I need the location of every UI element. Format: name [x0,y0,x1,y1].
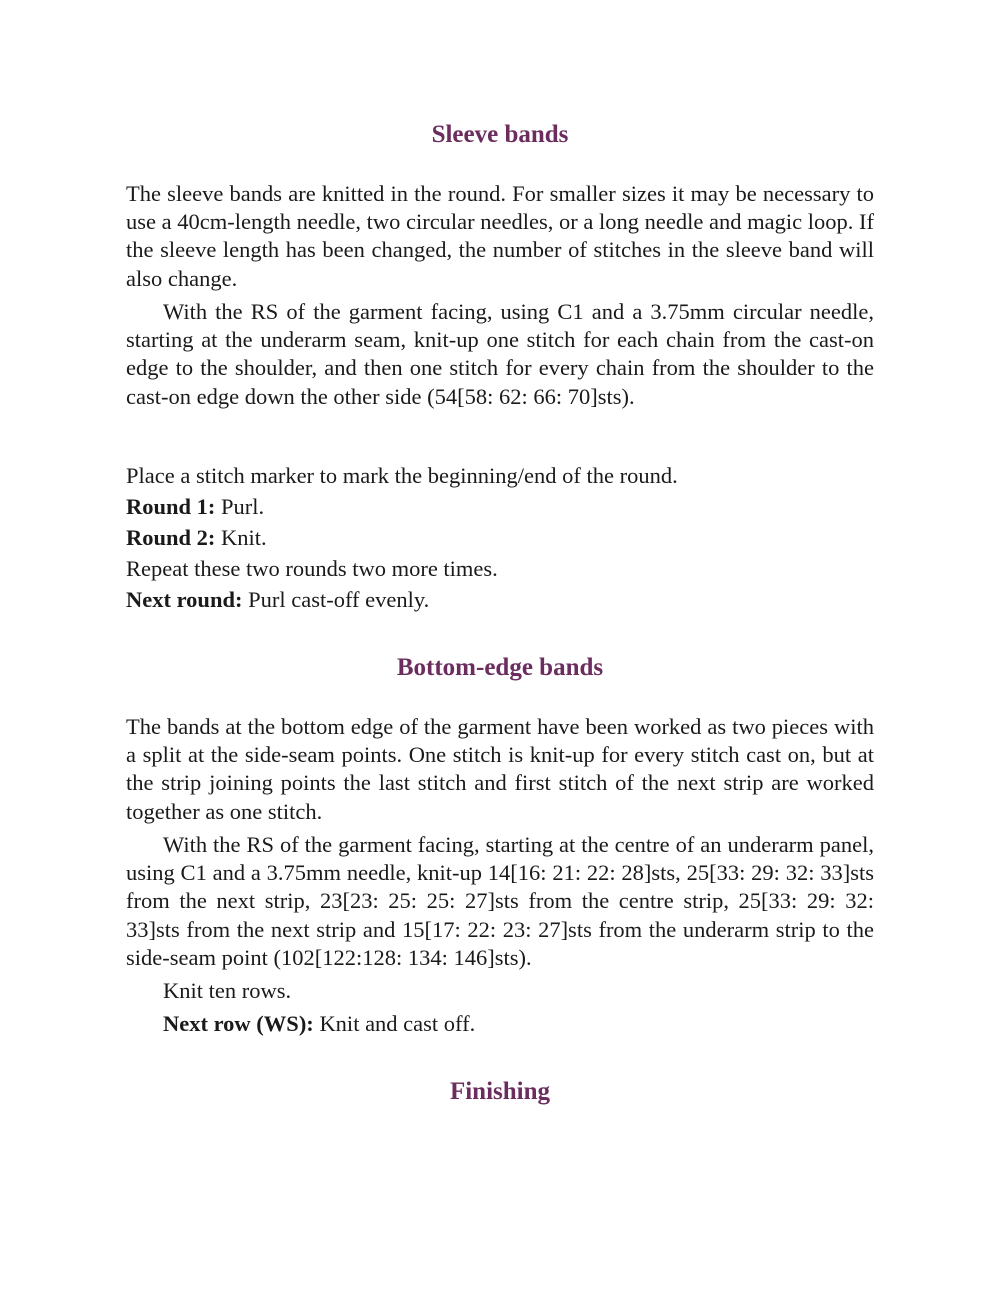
heading-sleeve-bands: Sleeve bands [431,121,569,148]
next-round-label: Next round: [126,587,243,612]
stitch-marker-line: Place a stitch marker to mark the beginning/end of the round. [126,463,678,488]
next-row-text: Knit and cast off. [313,1011,476,1036]
repeat-line: Repeat these two rounds two more times. [126,556,498,581]
heading-finishing: Finishing [449,1078,551,1105]
sleeve-bands-intro-paragraph: The sleeve bands are knitted in the round. For smaller sizes it may be necessary to use a 40cm-length needle, two circular needles, or a long needle and magic loop. If the sleeve length has been changed, the number of stitches in the sleeve band will also change. [126,181,874,291]
round-2-text: Knit. [215,525,267,550]
next-row-label: Next row (WS): [163,1011,314,1036]
round-2-line [126,524,874,552]
knit-rows-line: Knit ten rows. [163,978,292,1003]
sleeve-bands-instructions-paragraph: With the RS of the garment facing, using C1 and a 3.75mm circular needle, starting at the underarm seam, knit-up one stitch for each chain from the cast-on edge to the shoulder, and then one stitch for every chain from the shoulder to the cast-on edge down the other side (54[58: 62: 66: 70]sts). [126,299,874,409]
heading-bottom-edge-bands: Bottom-edge bands [396,654,604,681]
next-round-text: Purl cast-off evenly. [242,587,430,612]
round-1-line [126,493,874,521]
next-row-line [163,1010,911,1038]
round-1-label: Round 1: [126,494,216,519]
bottom-edge-instructions-paragraph: With the RS of the garment facing, starting at the centre of an underarm panel, using C1 and a 3.75mm needle, knit-up 14[16: 21: 22: 28]sts, 25[33: 29: 32: 33]sts from the next strip, 23[23: 25: 25: 27]sts from the centre strip, 25[33: 29: 32: 33]sts from the next strip and 15[17: 22: 23: 27]sts from the underarm strip to the side-seam point (102[122:128: 134: 146]sts). [126,832,874,970]
bottom-edge-intro-paragraph: The bands at the bottom edge of the garment have been worked as two pieces with a split at the side-seam points. One stitch is knit-up for every stitch cast on, but at the strip joining points the last stitch and first stitch of the next strip are worked together as one stitch. [126,714,874,824]
next-round-line [126,586,874,614]
round-2-label: Round 2: [126,525,216,550]
round-1-text: Purl. [215,494,265,519]
